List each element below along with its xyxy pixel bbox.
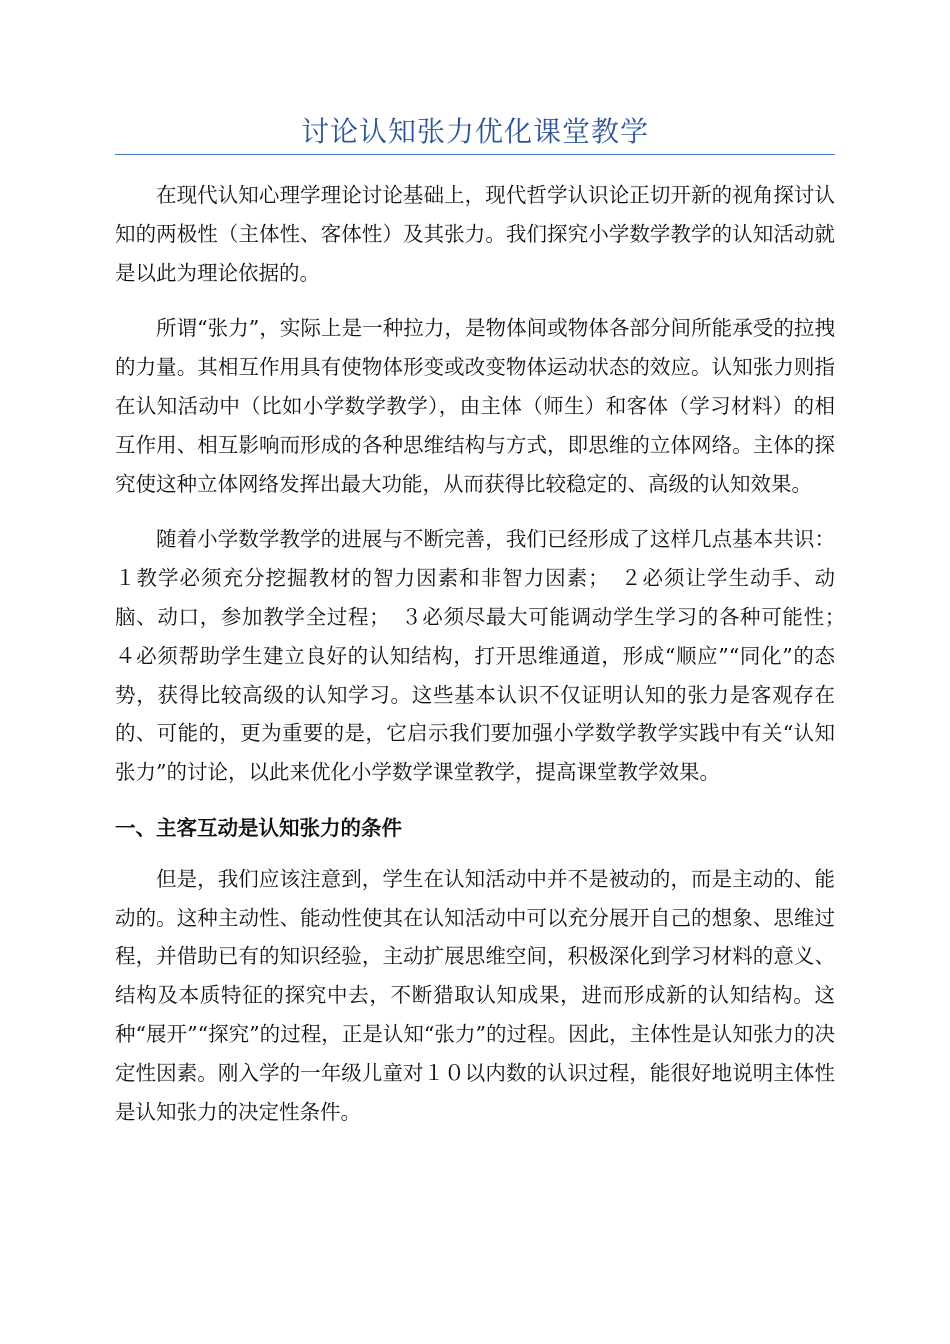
section-heading: 一、主客互动是认知张力的条件 (115, 815, 402, 840)
paragraph-tension-definition: 所谓“张力”，实际上是一种拉力，是物体间或物体各部分间所能承受的拉拽的力量。其相互作用具有使物体形变或改变物体运动状态的效应。认知张力则指在认知活动中（比如小学数学教学），由主体（师生）和客体（学习材料）的相互作用、相互影响而形成的各种思维结构与方式，即思维的立体网络。主体的探究使这种立体网络发挥出最大功能，从而获得比较稳定的、高级的认知效果。 (115, 316, 835, 496)
paragraph-section1: 但是，我们应该注意到，学生在认知活动中并不是被动的，而是主动的、能动的。这种主动性、能动性使其在认知活动中可以充分展开自己的想象、思维过程，并借助已有的知识经验，主动扩展思维空间，积极深化到学习材料的意义、结构及本质特征的探究中去，不断猎取认知成果，进而形成新的认知结构。这种“展开”“探究”的过程，正是认知“张力”的过程。因此，主体性是认知张力的决定性因素。刚入学的一年级儿童对１０以内数的认识过程，能很好地说明主体性是认知张力的决定性条件。 (115, 866, 835, 1124)
document-body (115, 176, 856, 1148)
title-underline (115, 154, 835, 155)
paragraph-intro: 在现代认知心理学理论讨论基础上，现代哲学认识论正切开新的视角探讨认知的两极性（主体性、客体性）及其张力。我们探究小学数学教学的认知活动就是以此为理论依据的。 (115, 183, 835, 285)
paragraph-consensus: 随着小学数学教学的进展与不断完善，我们已经形成了这样几点基本共识：１教学必须充分挖掘教材的智力因素和非智力因素； ２必须让学生动手、动脑、动口，参加教学全过程； ３必须尽最大可能调动学生学习的各种可能性； ４必须帮助学生建立良好的认知结构，打开思维通道，形成“顺应”“同化”的态势，获得比较高级的认知学习。这些基本认识不仅证明认知的张力是客观存在的、可能的，更为重要的是，它启示我们要加强小学数学教学实践中有关“认知张力”的讨论，以此来优化小学数学课堂教学，提高课堂教学效果。 (115, 527, 856, 785)
document-title: 讨论认知张力优化课堂教学 (300, 115, 649, 148)
